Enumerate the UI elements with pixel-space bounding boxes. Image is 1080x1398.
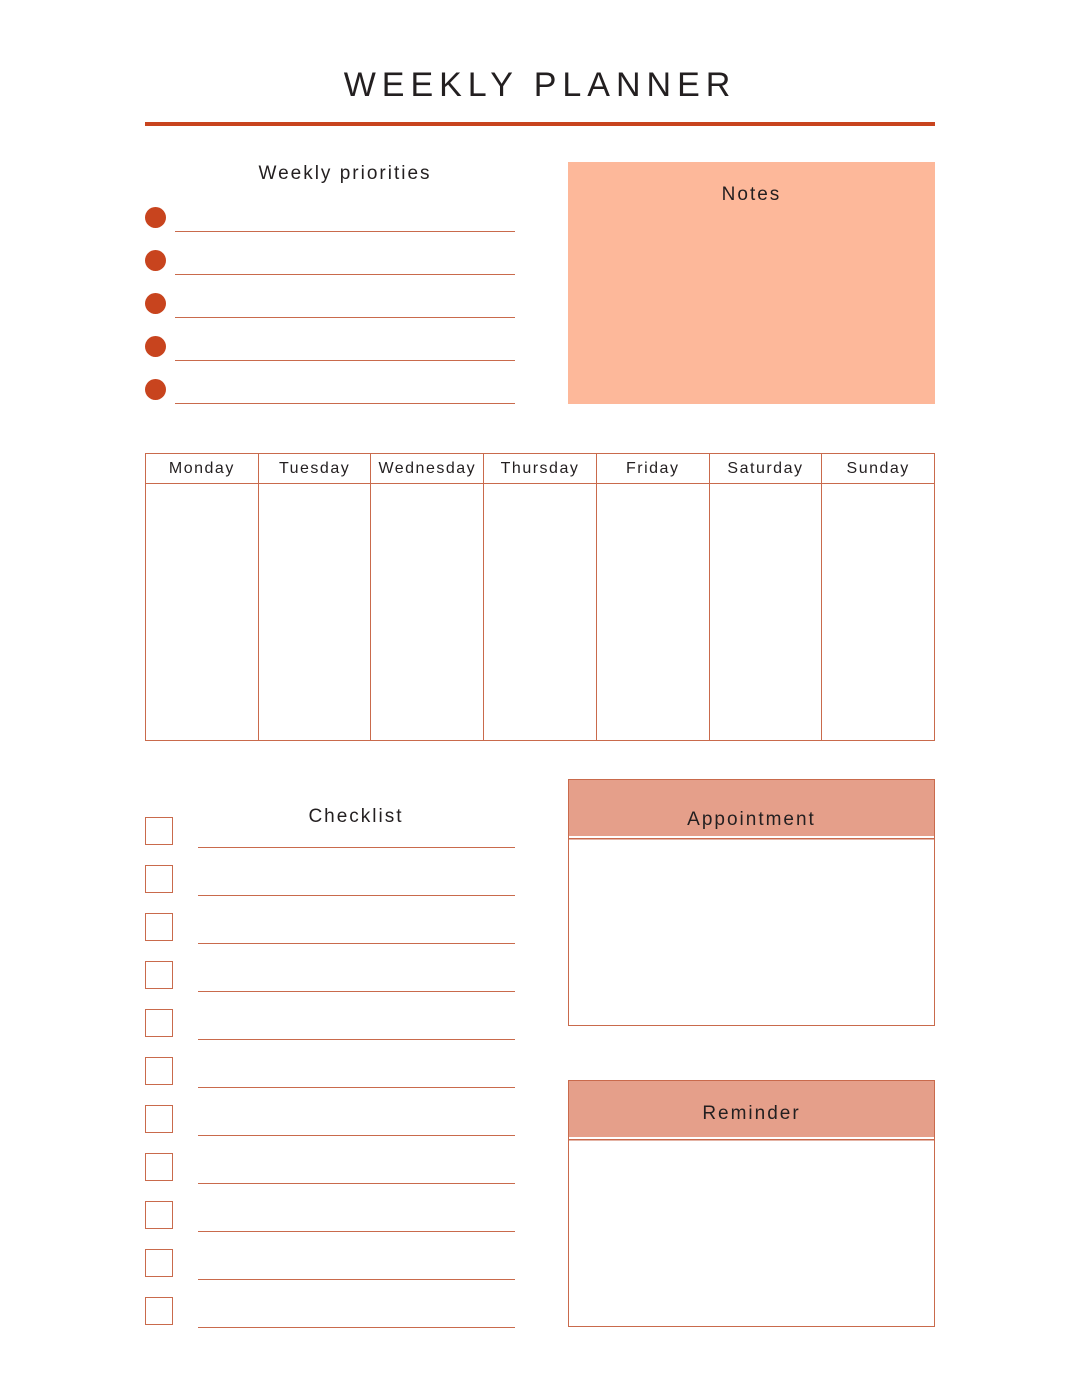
priority-item[interactable] (145, 377, 515, 420)
checklist-line[interactable] (198, 1183, 515, 1184)
checkbox[interactable] (145, 865, 173, 893)
day-cell[interactable] (597, 484, 709, 740)
appointment-card[interactable] (568, 779, 935, 1026)
checklist (145, 817, 515, 1345)
day-cell[interactable] (146, 484, 258, 740)
day-cell[interactable] (371, 484, 483, 740)
day-cell[interactable] (822, 484, 934, 740)
day-column (146, 454, 258, 740)
reminder-card[interactable] (568, 1080, 935, 1327)
checklist-item (145, 1201, 515, 1249)
day-column (258, 454, 371, 740)
priority-line[interactable] (175, 274, 515, 275)
checklist-line[interactable] (198, 895, 515, 896)
checkbox[interactable] (145, 913, 173, 941)
bullet-dot-icon (145, 250, 166, 271)
title-divider (145, 122, 935, 126)
checklist-item (145, 1057, 515, 1105)
priority-item[interactable] (145, 248, 515, 291)
bullet-dot-icon (145, 336, 166, 357)
priority-item[interactable] (145, 334, 515, 377)
priority-line[interactable] (175, 317, 515, 318)
reminder-header (569, 1081, 934, 1139)
checklist-item (145, 913, 515, 961)
checklist-line[interactable] (198, 1327, 515, 1328)
day-column (709, 454, 822, 740)
checkbox[interactable] (145, 1057, 173, 1085)
checklist-item (145, 1297, 515, 1345)
checkbox[interactable] (145, 1009, 173, 1037)
checklist-item (145, 817, 515, 865)
checkbox[interactable] (145, 817, 173, 845)
bullet-dot-icon (145, 207, 166, 228)
checkbox[interactable] (145, 961, 173, 989)
day-column (483, 454, 596, 740)
notes-box[interactable] (568, 162, 935, 404)
checklist-line[interactable] (198, 1135, 515, 1136)
checklist-item (145, 1153, 515, 1201)
checklist-line[interactable] (198, 1087, 515, 1088)
priority-line[interactable] (175, 403, 515, 404)
priority-item[interactable] (145, 291, 515, 334)
day-cell[interactable] (259, 484, 371, 740)
day-header: Sunday (822, 454, 934, 484)
checklist-line[interactable] (198, 991, 515, 992)
day-column (821, 454, 934, 740)
priority-line[interactable] (175, 231, 515, 232)
day-column (596, 454, 709, 740)
week-table (145, 453, 935, 741)
bullet-dot-icon (145, 293, 166, 314)
checkbox[interactable] (145, 1201, 173, 1229)
reminder-title: Reminder (702, 1103, 801, 1124)
checklist-item (145, 1249, 515, 1297)
day-header: Thursday (484, 454, 596, 484)
appointment-header (569, 780, 934, 838)
checklist-item (145, 961, 515, 1009)
checklist-title: Checklist (308, 806, 404, 827)
day-header: Tuesday (259, 454, 371, 484)
priority-item[interactable] (145, 205, 515, 248)
priority-line[interactable] (175, 360, 515, 361)
checkbox[interactable] (145, 1153, 173, 1181)
checklist-line[interactable] (198, 943, 515, 944)
day-cell[interactable] (710, 484, 822, 740)
day-cell[interactable] (484, 484, 596, 740)
checklist-line[interactable] (198, 1039, 515, 1040)
checklist-line[interactable] (198, 847, 515, 848)
checkbox[interactable] (145, 1105, 173, 1133)
day-column (370, 454, 483, 740)
appointment-title: Appointment (687, 809, 816, 830)
checklist-line[interactable] (198, 1231, 515, 1232)
checklist-item (145, 865, 515, 913)
checkbox[interactable] (145, 1249, 173, 1277)
day-header: Monday (146, 454, 258, 484)
page-title: WEEKLY PLANNER (343, 66, 737, 104)
day-header: Wednesday (371, 454, 483, 484)
priorities-list (145, 205, 515, 420)
checklist-item (145, 1009, 515, 1057)
priorities-title: Weekly priorities (258, 163, 432, 184)
checklist-line[interactable] (198, 1279, 515, 1280)
day-header: Friday (597, 454, 709, 484)
bullet-dot-icon (145, 379, 166, 400)
checkbox[interactable] (145, 1297, 173, 1325)
notes-title: Notes (721, 184, 782, 205)
day-header: Saturday (710, 454, 822, 484)
checklist-item (145, 1105, 515, 1153)
